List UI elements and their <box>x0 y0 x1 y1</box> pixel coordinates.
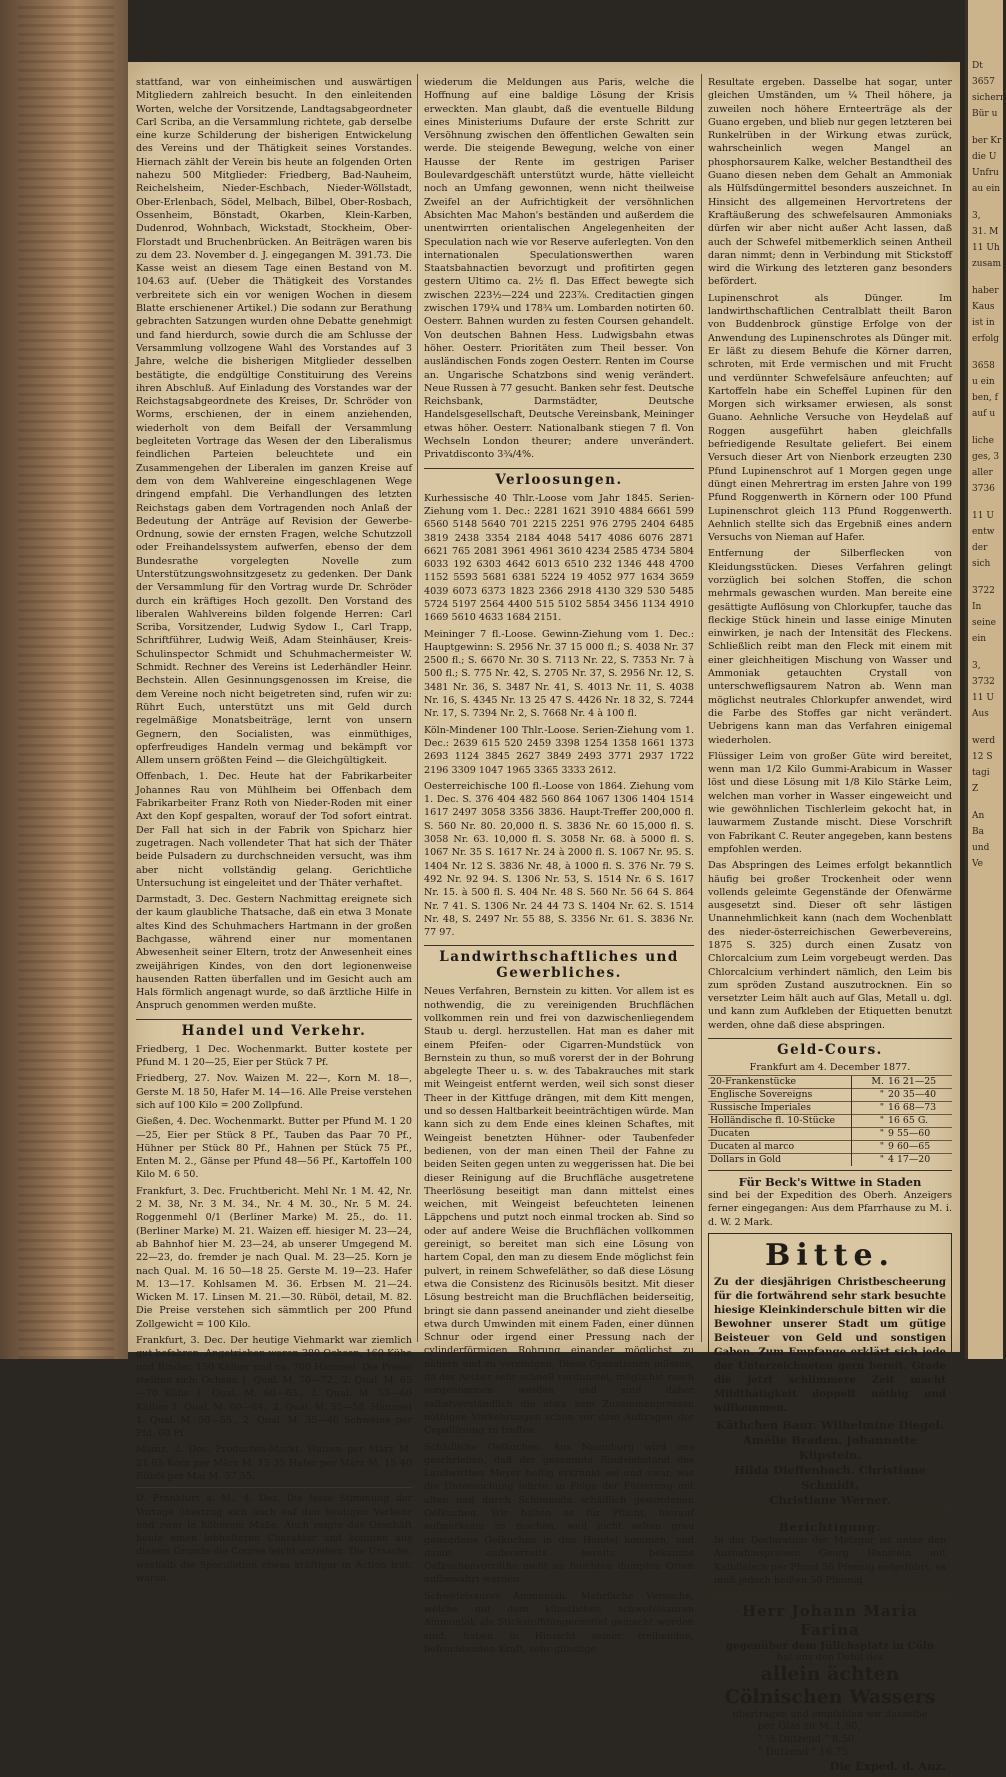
currency-name: 20-Frankenstücke <box>708 1076 852 1089</box>
currency-value: 16 68—73 <box>886 1102 952 1115</box>
adjacent-page-fragment: die U <box>972 152 997 162</box>
beck-title: Für Beck's Wittwe in Staden <box>738 1175 922 1190</box>
adjacent-page-fragment: tagi <box>972 768 990 778</box>
lottery-list: Kurhessische 40 Thlr.-Loose vom Jahr 1845. Serien-Ziehung vom 1. Dec.: 2281 1621 3910 4884 6661 599 6560 5148 5640 701 2215 2251 976 2795 2404 6485 3819 2438 3354 2184 4048 5417 4086 6076 2871 6621 765 2081 3961 4961 3610 4234 2585 4734 5804 6033 192 6303 4642 6013 6510 232 1346 448 4700 1152 5593 5681 6381 5224 19 4052 977 1634 3659 4039 6073 6373 1823 2366 2918 4130 329 530 5485 5724 5197 2564 4400 515 5102 5854 3456 1134 4910 1669 5610 4633 1684 2151. <box>424 492 694 624</box>
berichtigung-title: Berichtigung. <box>778 1519 882 1534</box>
newspaper-page <box>128 62 960 1774</box>
bitte-title: Bitte. <box>765 1237 895 1273</box>
adjacent-page-fragment: entw <box>972 527 995 537</box>
farina-subtitle: gegenüber dem Jülichsplatz in Cöln <box>725 1640 935 1653</box>
adjacent-page-fragments <box>968 0 1006 871</box>
section-heading-verloosungen: Verloosungen. <box>424 468 694 488</box>
currency-unit: " <box>852 1141 887 1154</box>
market-report: Mainz, 3. Dec. Producten-Markt. Waizen per März M. 21.65 Korn per März M. 15 35 Hafer per März M. 15 40 Rüböl per Mai M. 37.55. <box>136 1444 412 1482</box>
currency-row <box>708 1102 952 1115</box>
bitte-name-line: Amélie Braden. Johannette Klipstein. <box>742 1432 918 1462</box>
geld-cours-title: Geld-Cours. <box>708 1038 952 1058</box>
book-binding <box>0 0 128 1359</box>
farina-signature: Die Exped. d. Anz. <box>829 1759 946 1774</box>
bitte-text: Zu der diesjährigen Christbescheerung für die fortwährend sehr stark besuchte hiesige Kleinkinderschule bitten wir die Bewohner unserer Stadt um gütige Beisteuer von Geld und sonstigen Gaben. Zum Empfange erklärt sich jede der Unterzeichneten gern bereit. Grade die jetzt schlimmere Zeit macht Mildthätigkeit doppelt nöthig und willkommen. <box>714 1275 946 1414</box>
adjacent-page-fragment: aller <box>972 468 993 478</box>
adjacent-page-fragment: 11 Uh <box>972 243 1000 253</box>
section-heading-handel: Handel und Verkehr. <box>136 1019 412 1039</box>
farina-price: " Dutzend " 16.75. <box>758 1747 852 1759</box>
market-report: Friedberg, 1 Dec. Wochenmarkt. Butter kostete per Pfund M. 1 20—25, Eier per Stück 7 Pf. <box>136 1043 412 1069</box>
farina-product: allein ächten Cölnischen Wassers <box>724 1663 936 1709</box>
adjacent-page-fragment: An <box>972 811 985 821</box>
article-bernstein: Neues Verfahren, Bernstein zu kitten. Vor allem ist es nothwendig, die zu vereinigenden Bruchflächen vollkommen rein und frei von dazwischenliegendem Staub u. dergl. herzustellen. Hat man es daher mit einem Pfeifen- oder Cigarren-Mundstück von Bernstein zu thun, so muß vorerst der in der Bohrung abgelegte Theer u. s. w. des Tabakrauches mit stark mit Weingeist entfernt werden, weil sich sonst dieser Theer in der Kittfuge drängen, mit dem Kitt mengen, und so dessen Haltbarkeit beeinträchtigen würde. Man kann sich zu dem Ende eines kleinen Schaftes, mit Weingeist benetzten Hühner- oder Taubenfeder bedienen, von der man einen Theil der Fahne zu beiden Seiten gegen unten zu weggerissen hat. Die bei dieser Reinigung auf die Bruchfläche ausgetretene Theerlösung beseitigt man dann mittelst eines weichen, mit Weingeist befeuchteten leinenen Läppchens und putzt noch einmal trocken ab. Sind so oder auf andere Weise die Bruchflächen vollkommen gereinigt, so bereitet man sich eine Lösung von hartem Copal, den man zu diesem Ende möglichst fein pulvert, in reinem Schwefeläther, so daß diese Lösung etwa die Consistenz des Ricinusöls besitzt. Mit dieser Lösung bestreicht man die Bruchflächen beiderseitig, bringt sie dann passend aneinander und zieht dieselbe etwa durch Umwinden mit einem Faden, einer dünnen Schnur oder irgend einer Pressung nach der cylinderförmigen Rohrung einander möglichst zu nähern und zu vereinigen. Diese Operationen müssen, da der Aether sehr schnell verdunstet, möglichst rasch vorgenommen werden und sind daher selbstverständlich die etwa zum Zusammenpressen nöthigen Vorkehrungen schon vor dem Auftragen der Copallösung zu treffen. <box>424 986 694 1437</box>
currency-unit: M. <box>852 1076 887 1089</box>
currency-name: Ducaten <box>708 1128 852 1141</box>
adjacent-page-fragment: 3736 <box>972 484 995 494</box>
adjacent-page-fragment: werd <box>972 736 996 746</box>
adjacent-page-fragment: 3722 <box>972 586 995 596</box>
currency-name: Ducaten al marco <box>708 1141 852 1154</box>
farina-ad <box>708 1598 952 1777</box>
adjacent-page-fragment: sich <box>972 559 991 569</box>
adjacent-page-fragment: auf u <box>972 409 996 419</box>
adjacent-page-fragment: ber Kr <box>972 136 1002 146</box>
adjacent-page-fragment: Bür u <box>972 109 998 119</box>
stock-report: D. Frankfurt a. M., 4. Dez. Die feste Stimmung der Vortage übertrug sich auch auf den heutigen Verkehr und zwar in höherem Maße. Auch zeigte das Geschäft heute einen lebhafteren Charakter und konnten aus diesem Grunde die Course leicht anziehen. Die Ursache, weshalb die Speculation etwas kräftiger in Action trat, waren <box>136 1493 412 1585</box>
adjacent-page-fragment: Kaus <box>972 302 995 312</box>
currency-value: 16 65 G. <box>886 1115 952 1128</box>
currency-row <box>708 1154 952 1167</box>
berichtigung-ad <box>708 1516 952 1594</box>
column-rule <box>417 74 418 1342</box>
adjacent-page-fragment: u ein <box>972 377 995 387</box>
currency-unit: " <box>852 1128 887 1141</box>
article-oelkuchen: Schädliche Oelkuchen. Aus Naumburg wird uns geschrieben, daß der gesammte Rindviehstand des Landwirthes Meyer heftig erkrankt sei und zwar, wie die Untersuchung lehrte, in Folge der Fütterung mit alten und durch Schimmeln schädlich gewordenen Oelkuchen. Wir halten es für Pflicht, hierauf aufmerksam zu machen, weil nicht selten grau gewordene Oelkuchen in den Handel kommen, und damit andererseits bereits bekannte Oelkuchenvorräthe nicht an feuchten dumpfen Orten aufbewahrt werden. <box>424 1441 694 1586</box>
market-report: Friedberg, 27. Nov. Waizen M. 22—, Korn M. 18—, Gerste M. 18 50, Hafer M. 14—16. Alle Preise verstehen sich auf 100 Kilo = 200 Zollpfund. <box>136 1073 412 1111</box>
adjacent-page-fragment: sichern <box>972 93 1006 103</box>
bitte-ad <box>708 1233 952 1512</box>
article-abspringen: Das Abspringen des Leimes erfolgt bekanntlich häufig bei großer Trockenheit oder wenn vollends geleimte Gegenstände der Ofenwärme ausgesetzt sind. Dieser oft sehr lästigen Unannehmlichkeit kann (nach dem Wochenblatt des nieder-österreichischen Gewerbevereins, 1875 S. 325) durch einen Zusatz von Chlorcalcium zum Leim vorgebeugt werden. Das Chlorcalcium verhindert nämlich, den Leim bis zum spröden Zustand auszutrocknen. Ein so versetzter Leim hält auch auf Glas, Metall u. dgl. und kann zum Aufkleben der Etiquetten benutzt werden, ohne daß diese abspringen. <box>708 860 952 1031</box>
adjacent-page-fragment: 3732 <box>972 677 995 687</box>
adjacent-page-fragment: Ba <box>972 827 984 837</box>
currency-name: Dollars in Gold <box>708 1154 852 1167</box>
currency-row <box>708 1076 952 1089</box>
currency-name: Holländische fl. 10-Stücke <box>708 1115 852 1128</box>
currency-value: 20 35—40 <box>886 1089 952 1102</box>
article-silberflecken: Entfernung der Silberflecken von Kleidungsstücken. Dieses Verfahren gelingt vorzüglich bei solchen Stoffen, die schon mehrmals gewaschen wurden. Man bereite eine gesättigte Auflösung von Chlorkupfer, tauche das fleckige Stück hinein und lasse einige Minuten einwirken, je nach der Intensität des Fleckens. Schließlich reibt man den Fleck mit einem mit einer gleichheitigen Mischung von Wasser und Ammoniak getauchten Crystall von unterschwefligsaurem Natron ab. Wenn man möglichst neutrales Chlorkupfer anwendet, wird die Farbe des Stoffes gar nicht verändert. Uebrigens kann man das Verfahren einigemal wiederholen. <box>708 548 952 746</box>
adjacent-page-fragment: au ein <box>972 184 1001 194</box>
article-offenbach: Offenbach, 1. Dec. Heute hat der Fabrikarbeiter Johannes Rau von Mühlheim bei Offenbach dem Fabrikarbeiter Franz Roth von Nieder-Roden mit einer Axt den Kopf gespalten, worauf der Tod sofort eintrat. Der Fall hat sich in der Fabrik von Spicharz hier zugetragen. Nach vollendeter That hat sich der Thäter beide Pulsadern zu durchschneiden versucht, was ihm aber nicht vollständig gelang. Gerichtliche Untersuchung ist eingeleitet und der Thäter verhaftet. <box>136 771 412 889</box>
adjacent-page-fragment: 11 U <box>972 693 994 703</box>
article-ammoniak: Schwefelsaures Ammoniak. Mehrfache Versuche, welche mit dem künstlichen schwefelsauren Ammoniak als Stickstoffdüngermittel gemacht worden sind, haben in Hinsicht seiner treibenden, befruchtenden Kraft, sehr günstige <box>424 1590 694 1655</box>
bitte-name-line: Hilda Dieffenbach. Christiane Schmidt. <box>734 1462 926 1492</box>
adjacent-page-fragment: 12 S <box>972 752 993 762</box>
market-report: Gießen, 4. Dec. Wochenmarkt. Butter per Pfund M. 1 20—25, Eier per Stück 8 Pf., Tauben das Paar 70 Pf., Hühner per Stück 80 Pf., Hahnen per Stück 75 Pf., Enten M. 2., Gänse per Pfund 48—56 Pf., Kartoffeln 100 Kilo M. 6 50. <box>136 1116 412 1181</box>
adjacent-page-fragment: Unfru <box>972 168 999 178</box>
adjacent-page-fragment: Ve <box>972 859 983 869</box>
lottery-list: Köln-Mindener 100 Thlr.-Loose. Serien-Ziehung vom 1. Dec.: 2639 615 520 2459 3398 1254 1358 1661 1373 2693 1124 3845 2627 3849 2493 3771 2937 1722 2196 3309 1047 1965 3365 3333 2612. <box>424 724 694 776</box>
currency-row <box>708 1141 952 1154</box>
farina-title: Herr Johann Maria Farina <box>741 1602 919 1640</box>
adjacent-page-fragment: erfolg <box>972 334 1000 344</box>
adjacent-page-fragment: ben, f <box>972 393 998 403</box>
adjacent-page-fragment: 3, <box>972 661 981 671</box>
lottery-list: Meininger 7 fl.-Loose. Gewinn-Ziehung vom 1. Dec.: Hauptgewinn: S. 2956 Nr. 37 15 000 fl.; S. 4038 Nr. 37 2500 fl.; S. 6670 Nr. 30 S. 7113 Nr. 22, S. 7353 Nr. 7 à 500 fl.; S. 775 Nr. 42, S. 2705 Nr. 37, S. 2956 Nr. 12, S. 3481 Nr. 36, S. 3487 Nr. 41, S. 4013 Nr. 11, S. 4038 Nr. 16, S. 4345 Nr. 13 25 47 S. 4426 Nr. 18 32, S. 7244 Nr. 17, S. 7394 Nr. 2, S. 7668 Nr. 4 à 100 fl. <box>424 628 694 720</box>
binding-texture <box>18 0 114 1359</box>
currency-value: 4 17—20 <box>886 1154 952 1167</box>
currency-value: 16 21—25 <box>886 1076 952 1089</box>
adjacent-page-fragment: Z <box>972 784 979 794</box>
adjacent-page-fragment: Dt <box>972 61 983 71</box>
article-verein: stattfand, war von einheimischen und auswärtigen Mitgliedern zahlreich besucht. In den einleitenden Worten, welche der Vorsitzende, Landtagsabgeordneter Carl Scriba, an die Versammlung richtete, gab derselbe eine kurze Schilderung der bisherigen Entwickelung des Vereins und der Thätigkeit seines Vorstandes. Hiernach zählt der Verein bis heute an folgenden Orten nahezu 500 Mitglieder: Friedberg, Bad-Nauheim, Reichelsheim, Nieder-Eschbach, Nieder-Wöllstadt, Ober-Erlenbach, Södel, Melbach, Bilbel, Ober-Rosbach, Ossenheim, Bönstadt, Okarben, Klein-Karben, Dudenrod, Wohnbach, Wickstadt, Stockheim, Ober-Florstadt und Bruchenbrücken. An Beiträgen waren bis zu dem 23. November d. J. eingegangen M. 391.73. Die Kasse weist an diesem Tage einen Bestand von M. 104.63 auf. (Ueber die Thätigkeit des Vorstandes verbreitete sich ein vor wenigen Wochen in diesem Blatte erschienener Artikel.) Die sodann zur Berathung gebrachten Satzungen wurden ohne Debatte genehmigt und fand hierdurch, sowie durch die am Schlusse der Versammlung vollzogene Wahl des Vorstandes auf 3 Jahre, welche die bisherigen Mitglieder desselben bestätigte, die endgültige Constituirung des Vereins ihren Abschluß. Auf Einladung des Vorstandes war der Reichstagsabgeordnete des Kreises, Dr. Schröder von Worms, erschienen, der in einem anziehenden, wiederholt von dem Beifall der Versammlung begleiteten Vortrage das Wesen der den Liberalismus feindlichen Parteien beleuchtete und ein Zusammengehen der Liberalen im ganzen Kreise auf dem von dem Wahlvereine eingeschlagenen Wege dringend empfahl. Die Verhandlungen des letzten Reichstags gaben dem Vortragenden noch Anlaß der Bedeutung der Anträge auf Revision der Gewerbe-Ordnung, sowie der ernsten Fragen, welche Schutzzoll oder Freihandelssystem aufwerfen, ebenso der dem Bundesrathe vorgelegten Novelle zum Unterstützungswohnsitzgesetz zu gedenken. Der Dank der Versammlung für den Vortrag wurde Dr. Schröder durch ein kräftiges Hoch gezollt. Den Vorstand des liberalen Wahlvereins bilden folgende Herren: Carl Scriba, Vorsitzender, Ludwig Sydow I., Carl Trapp, Schriftführer, Ludwig Weiß, Adam Steinhäuser, Kreis-Schulinspector Schmidt und Schuhmachermeister W. Schmidt. Rechner des Vereins ist Lederhändler Heinr. Bechstein. Allen Gesinnungsgenossen im Kreise, die dem Vereine noch nicht beigetreten sind, rufen wir zu: Rührt Euch, unterstützt uns mit Geld durch regelmäßige Monatsbeiträge, lernt von unsern Gegnern, den Socialisten, was einmüthiges, opferfreudiges Handeln vermag und bekämpft vor Allem unsern größten Feind — die Gleichgültigkeit. <box>136 77 412 767</box>
column-rule <box>701 74 702 1342</box>
adjacent-page-fragment: 31. M <box>972 227 999 237</box>
currency-unit: " <box>852 1154 887 1167</box>
article-darmstadt: Darmstadt, 3. Dec. Gestern Nachmittag ereignete sich der kaum glaubliche Thatsache, daß ein etwa 3 Monate altes Kind des Schuhmachers Hartmann in der großen Bachgasse, während einer nur momentanen Abwesenheit seiner Eltern, trotz der Anwesenheit eines zweijährigen Kindes, von den dort legionenweise hausenden Ratten überfallen und im Gesicht auch am Hals förmlich angenagt wurde, so daß ärztliche Hilfe in Anspruch genommen werden mußte. <box>136 894 412 1012</box>
adjacent-page-fragment: 3657 <box>972 77 995 87</box>
market-report: Frankfurt, 3. Dec. Fruchtbericht. Mehl Nr. 1 M. 42, Nr. 2 M. 38, Nr. 3 M. 34., Nr. 4 M. 30., Nr. 5 M. 24. Roggenmehl 0/1 (Berliner Marke) M. 25., do. 11. (Berliner Marke) M. 21. Waizen eff. hiesiger M. 23—24, ab Bahnhof hier M. 23—24, ab unserer Umgegend M. 22—23, do. fremder je nach Qual. M. 23—25. Korn je nach Qual. M. 16 50—18 25. Gerste M. 19—23. Hafer M. 13—17. Kohlsamen M. 36. Erbsen M. 21—24. Wicken M. 17. Linsen M. 21.—30. Rüböl, detail, M. 82. Die Preise verstehen sich sämmtlich per 200 Pfund Zollgewicht = 100 Kilo. <box>136 1185 412 1330</box>
divider <box>136 1487 412 1488</box>
column-right <box>708 76 952 1774</box>
beck-text: sind bei der Expedition des Oberh. Anzeigers ferner eingegangen: Aus dem Pfarrhause zu M. i. d. W. 2 Mark. <box>708 1190 952 1228</box>
adjacent-page-fragment: 3, <box>972 211 981 221</box>
divider <box>708 1170 952 1171</box>
currency-name: Russische Imperiales <box>708 1102 852 1115</box>
currency-value: 9 60—65 <box>886 1141 952 1154</box>
column-middle <box>424 76 694 1655</box>
lottery-list: Oesterreichische 100 fl.-Loose von 1864. Ziehung vom 1. Dec. S. 376 404 482 560 864 1067 1306 1404 1514 1617 2497 3058 3356 3836. Haupt-Treffer 200,000 fl. S. 560 Nr. 80. 20,000 fl. S. 3836 Nr. 60 15,000 fl. S. 3058 Nr. 63. 10,000 fl. S. 3058 Nr. 68. à 5000 fl. S. 1067 Nr. 35 S. 1617 Nr. 24 à 2000 fl. S. 1067 Nr. 95. S. 1404 Nr. 12 S. 3836 Nr. 48, à 1000 fl. S. 376 Nr. 79 S. 492 Nr. 92 94. S. 1306 Nr. 53, S. 1514 Nr. 6 S. 1617 Nr. 15. à 500 fl. S. 404 Nr. 48 S. 560 Nr. 56 64 S. 864 Nr. 7 41. S. 1306 Nr. 24 44 73 S. 1404 Nr. 62. S. 1514 Nr. 48, S. 2497 Nr. 55 88, S. 3356 Nr. 61. S. 3836 Nr. 77 97. <box>424 780 694 939</box>
currency-row <box>708 1115 952 1128</box>
bitte-name-line: Käthchen Baur. Wilhelmine Diegel. <box>716 1417 944 1432</box>
currency-unit: " <box>852 1115 887 1128</box>
currency-value: 9 55—60 <box>886 1128 952 1141</box>
adjacent-page-fragment: und <box>972 843 990 853</box>
article-ammoniak-continued: Resultate ergeben. Dasselbe hat sogar, unter gleichen Umständen, um ¼ Theil höhere, ja zuweilen noch höhere Ernteerträge als der Guano ergeben, und blieb nur gegen letzteren bei Runkelrüben in der Wirkung etwas zurück, wahrscheinlich wegen Mangel an phosphorsaurem Kalke, welcher Bestandtheil des Guano diesen neben dem Gehalt an Ammoniak als Hülfsdüngermittel besonders auszeichnet. In Hinsicht des allgemeinen Hervortretens der Kraftäußerung des schwefelsauren Ammoniaks dürfen wir aber nicht außer Acht lassen, daß auch der Schwefel mitbemerklich seinen Antheil daran nimmt; denn in Verbindung mit Stickstoff wird die Wirkung des letzteren ganz besonders befördert. <box>708 77 952 288</box>
berichtigung-text: In der Declaration der Metzger ist unter den Ausnahmspreisen Georg Hanstein mit Kalbfleisch per Pfund 56 Pfennig aufgeführt; es muß jedoch heißen 50 Pfennig. <box>714 1534 946 1586</box>
adjacent-page-fragment: Aus <box>972 709 989 719</box>
adjacent-page-fragment: seine <box>972 618 996 628</box>
farina-text: übertragen und empfehlen wir dasselbe <box>732 1709 928 1721</box>
adjacent-page-fragment: In <box>972 602 982 612</box>
adjacent-page-fragment: der <box>972 543 988 553</box>
currency-row <box>708 1128 952 1141</box>
market-report: Frankfurt, 3. Dec. Der heutige Viehmarkt war ziemlich gut befahren. Angetrieben waren 380 Ochsen, 160 Kühe und Rinder, 150 Kälber und ca. 700 Hämmel. Die Preise stellten sich: Ochsen 1. Qual. M. 70—72., 2. Qual. M. 65—70 Kühe 1. Qual. M. 60—63., 2. Qual. M. 55—60 Kälber 1. Qual. M. 60—64., 2. Qual. M. 55—58. Hämmel 1. Qual. M. 50—55., 2. Qual. M. 35—40 Schweine per Pfd. 60 Pf. <box>136 1335 412 1440</box>
adjacent-page-fragment: 3658 <box>972 361 995 371</box>
bitte-name-line: Christiane Werner. <box>769 1492 891 1507</box>
currency-table <box>708 1075 952 1166</box>
article-lupinen: Lupinenschrot als Dünger. Im landwirthschaftlichen Centralblatt theilt Baron von Buddenbrock günstige Erfolge von der Anwendung des Lupinenschrotes als Dünger mit. Er läßt zu diesem Behufe die Körner darren, schroten, mit Erde vermischen und mit Frucht und verdünnter Schwefelsäure anfeuchten; auf Kartoffeln habe ein Scheffel Lupinen für den Morgen sich wirksamer erwiesen, als sonst Guano. Aehnliche Versuche von Heydelaß auf Roggen ausgeführt haben gleichfalls befriedigende Resultate geliefert. Bei einem Versuch dieser Art von Nienbork erzeugten 230 Pfund Lupinenschrot auf 1 Morgen gegen unge düngt einen Mehrertrag im ersten Jahre von 199 Pfund Roggenwerth in Körnern oder 100 Pfund Lupinenschrot gleich 113 Pfund Roggenwerth. Aehnlich stellte sich das Ergebniß eines andern Versuchs von Nieman auf Hafer. <box>708 292 952 544</box>
section-heading-landwirthschaft: Landwirthschaftliches und Gewerbliches. <box>424 945 694 981</box>
currency-name: Englische Sovereigns <box>708 1089 852 1102</box>
adjacent-page-fragment: haber <box>972 286 999 296</box>
farina-price: per Glas zu M. 1,50, <box>758 1721 861 1733</box>
stock-report-continued: wiederum die Meldungen aus Paris, welche die Hoffnung auf eine baldige Lösung der Krisis erweckten. Man glaubt, daß die eventuelle Bildung eines Ministeriums Dufaure der erste Schritt zur Versöhnung zwischen den öffentlichen Gewalten sein werde. Die steigende Bewegung, welche von einer Hausse der Rente im gestrigen Pariser Boulevardgeschäft unterstützt wurde, hätte vielleicht noch an Umfang gewonnen, wenn nicht theilweise Zweifel an der Aufrichtigkeit der versöhnlichen Absichten Mac Mahon's beständen und außerdem die unentwirrten orientalischen Angelegenheiten der Speculation nach wie vor Reserve auferlegten. Von den internationalen Speculationswerthen waren Staatsbahnactien bevorzugt und profitirten gegen gestern Ultimo ca. 2½ fl. Das Effect bewegte sich zwischen 223½—224 und 223⅞. Creditactien gingen zwischen 179¼ und 178¾ um. Lombarden notirten 60. Oesterr. Bahnen wurden zu festen Coursen gehandelt. Von deutschen Bahnen Hess. Ludwigsbahn etwas höher. Oesterr. Prioritäten zum Theil besser. Von ausländischen Fonds zogen Oesterr. Renten im Course an. Ungarische Schatzbons sind wenig verändert. Neue Russen à 77 gesucht. Banken sehr fest. Deutsche Reichsbank, Darmstädter, Deutsche Handelsgesellschaft, Deutsche Vereinsbank, Meininger etwas höher. Oesterr. Nationalbank stiegen 7 fl. Von Wechseln London theurer; andere unverändert. Privatdiscontо 3¾/4%. <box>424 77 694 461</box>
farina-subtitle-2: hat uns den Debit des <box>776 1652 884 1664</box>
adjacent-page-fragment: liche <box>972 436 994 446</box>
farina-price: " ½ Dutzend " 8.50, <box>758 1734 858 1746</box>
adjacent-page-fragment: 11 U <box>972 511 994 521</box>
adjacent-page-fragment: ein <box>972 634 987 644</box>
adjacent-page-fragment: zusam <box>972 259 1002 269</box>
adjacent-page-fragment: ist in <box>972 318 995 328</box>
currency-unit: " <box>852 1089 887 1102</box>
currency-row <box>708 1089 952 1102</box>
adjacent-page-edge <box>965 0 1006 1359</box>
article-leim: Flüssiger Leim von großer Güte wird bereitet, wenn man 1/2 Kilo Gummi-Arabicum in Wasser löst und diese Lösung mit 1/8 Kilo Stärke Leim, welchen man vorher in Wasser eingeweicht und wie gewöhnlichen Tischlerleim gekocht hat, in lauwarmem Zustande mischt. Diese Vorschrift von Fabrikant C. Reuter angegeben, kann bestens empfohlen werden. <box>708 750 952 855</box>
column-left <box>136 76 412 1585</box>
currency-unit: " <box>852 1102 887 1115</box>
geld-cours-date: Frankfurt am 4. December 1877. <box>749 1062 911 1074</box>
adjacent-page-fragment: ges, 3 <box>972 452 1000 462</box>
